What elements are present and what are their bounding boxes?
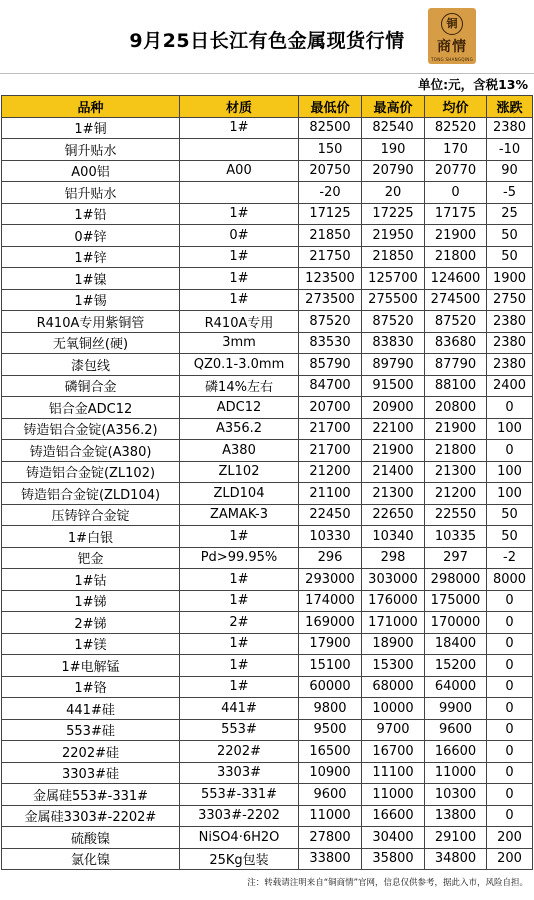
cell-low-price: 27800 bbox=[299, 827, 362, 849]
cell-change: 2400 bbox=[487, 375, 533, 397]
cell-high-price: 21950 bbox=[362, 225, 425, 247]
table-row bbox=[2, 397, 533, 419]
cell-variety: 铜升贴水 bbox=[2, 139, 180, 161]
table-row bbox=[2, 418, 533, 440]
col-header-material: 材质 bbox=[180, 96, 299, 118]
cell-variety: 压铸锌合金锭 bbox=[2, 504, 180, 526]
cell-avg-price: 34800 bbox=[425, 848, 487, 870]
table-row bbox=[2, 612, 533, 634]
cell-material: 1# bbox=[180, 203, 299, 225]
cell-change: 0 bbox=[487, 397, 533, 419]
cell-avg-price: 21800 bbox=[425, 246, 487, 268]
cell-low-price: 9600 bbox=[299, 784, 362, 806]
cell-variety: 铸造铝合金锭(A380) bbox=[2, 440, 180, 462]
cell-avg-price: 29100 bbox=[425, 827, 487, 849]
cell-avg-price: 21200 bbox=[425, 483, 487, 505]
cell-high-price: 11000 bbox=[362, 784, 425, 806]
cell-avg-price: 10300 bbox=[425, 784, 487, 806]
table-row bbox=[2, 483, 533, 505]
cell-high-price: 9700 bbox=[362, 719, 425, 741]
table-header-row bbox=[2, 96, 533, 118]
cell-avg-price: 87520 bbox=[425, 311, 487, 333]
cell-avg-price: 16600 bbox=[425, 741, 487, 763]
cell-high-price: 10340 bbox=[362, 526, 425, 548]
cell-high-price: 190 bbox=[362, 139, 425, 161]
cell-low-price: 21200 bbox=[299, 461, 362, 483]
cell-change: 2380 bbox=[487, 332, 533, 354]
cell-avg-price: 20800 bbox=[425, 397, 487, 419]
cell-change: 0 bbox=[487, 590, 533, 612]
cell-high-price: 10000 bbox=[362, 698, 425, 720]
table-row bbox=[2, 526, 533, 548]
cell-change: 200 bbox=[487, 848, 533, 870]
cell-material: 1# bbox=[180, 655, 299, 677]
cell-high-price: 298 bbox=[362, 547, 425, 569]
cell-low-price: 169000 bbox=[299, 612, 362, 634]
cell-high-price: 35800 bbox=[362, 848, 425, 870]
cell-high-price: 275500 bbox=[362, 289, 425, 311]
cell-low-price: 293000 bbox=[299, 569, 362, 591]
cell-change: 0 bbox=[487, 719, 533, 741]
cell-avg-price: 87790 bbox=[425, 354, 487, 376]
table-row bbox=[2, 246, 533, 268]
cell-change: 2380 bbox=[487, 311, 533, 333]
cell-change: 0 bbox=[487, 741, 533, 763]
cell-variety: 氯化镍 bbox=[2, 848, 180, 870]
cell-material: 2202# bbox=[180, 741, 299, 763]
cell-variety: 1#铬 bbox=[2, 676, 180, 698]
cell-material: ZL102 bbox=[180, 461, 299, 483]
table-row bbox=[2, 354, 533, 376]
cell-change: 0 bbox=[487, 655, 533, 677]
cell-material: 1# bbox=[180, 268, 299, 290]
cell-change: 0 bbox=[487, 612, 533, 634]
table-row bbox=[2, 762, 533, 784]
cell-variety: 1#铜 bbox=[2, 117, 180, 139]
cell-change: 0 bbox=[487, 440, 533, 462]
cell-change: 50 bbox=[487, 526, 533, 548]
cell-low-price: 17900 bbox=[299, 633, 362, 655]
table-row bbox=[2, 633, 533, 655]
cell-avg-price: 83680 bbox=[425, 332, 487, 354]
cell-change: 100 bbox=[487, 483, 533, 505]
cell-low-price: 21700 bbox=[299, 418, 362, 440]
cell-change: 50 bbox=[487, 246, 533, 268]
table-row bbox=[2, 741, 533, 763]
cell-avg-price: 21900 bbox=[425, 418, 487, 440]
cell-change: 0 bbox=[487, 698, 533, 720]
cell-high-price: 82540 bbox=[362, 117, 425, 139]
table-row bbox=[2, 289, 533, 311]
cell-low-price: -20 bbox=[299, 182, 362, 204]
cell-avg-price: 22550 bbox=[425, 504, 487, 526]
cell-high-price: 22100 bbox=[362, 418, 425, 440]
cell-variety: 441#硅 bbox=[2, 698, 180, 720]
cell-change: 2380 bbox=[487, 354, 533, 376]
cell-low-price: 20700 bbox=[299, 397, 362, 419]
cell-variety: 铸造铝合金锭(ZLD104) bbox=[2, 483, 180, 505]
cell-high-price: 83830 bbox=[362, 332, 425, 354]
table-row bbox=[2, 268, 533, 290]
cell-material: 1# bbox=[180, 590, 299, 612]
cell-low-price: 21700 bbox=[299, 440, 362, 462]
cell-change: 200 bbox=[487, 827, 533, 849]
table-row bbox=[2, 784, 533, 806]
cell-variety: 铝合金ADC12 bbox=[2, 397, 180, 419]
table-row bbox=[2, 827, 533, 849]
cell-avg-price: 175000 bbox=[425, 590, 487, 612]
page-header bbox=[0, 0, 534, 74]
cell-change: -2 bbox=[487, 547, 533, 569]
table-row bbox=[2, 160, 533, 182]
table-row bbox=[2, 504, 533, 526]
cell-change: 2750 bbox=[487, 289, 533, 311]
cell-low-price: 60000 bbox=[299, 676, 362, 698]
cell-material: 441# bbox=[180, 698, 299, 720]
cell-avg-price: 9900 bbox=[425, 698, 487, 720]
table-row bbox=[2, 719, 533, 741]
cell-high-price: 87520 bbox=[362, 311, 425, 333]
cell-high-price: 20 bbox=[362, 182, 425, 204]
cell-low-price: 296 bbox=[299, 547, 362, 569]
cell-variety: 1#电解锰 bbox=[2, 655, 180, 677]
cell-avg-price: 274500 bbox=[425, 289, 487, 311]
cell-low-price: 87520 bbox=[299, 311, 362, 333]
cell-avg-price: 21900 bbox=[425, 225, 487, 247]
cell-low-price: 33800 bbox=[299, 848, 362, 870]
cell-avg-price: 9600 bbox=[425, 719, 487, 741]
cell-material: 553# bbox=[180, 719, 299, 741]
cell-material: 磷14%左右 bbox=[180, 375, 299, 397]
cell-high-price: 303000 bbox=[362, 569, 425, 591]
cell-change: 50 bbox=[487, 225, 533, 247]
cell-variety: 无氧铜丝(硬) bbox=[2, 332, 180, 354]
cell-low-price: 10330 bbox=[299, 526, 362, 548]
cell-material: 0# bbox=[180, 225, 299, 247]
cell-variety: 金属硅3303#-2202# bbox=[2, 805, 180, 827]
logo-wordmark: 商情 bbox=[437, 39, 467, 55]
cell-material: NiSO4·6H2O bbox=[180, 827, 299, 849]
unit-note: 单位:元，含税13% bbox=[418, 77, 528, 92]
cell-material: A00 bbox=[180, 160, 299, 182]
cell-variety: 2#锑 bbox=[2, 612, 180, 634]
cell-avg-price: 17175 bbox=[425, 203, 487, 225]
cell-variety: R410A专用紫铜管 bbox=[2, 311, 180, 333]
cell-high-price: 16700 bbox=[362, 741, 425, 763]
cell-low-price: 21850 bbox=[299, 225, 362, 247]
cell-avg-price: 82520 bbox=[425, 117, 487, 139]
table-row bbox=[2, 440, 533, 462]
cell-high-price: 20900 bbox=[362, 397, 425, 419]
table-row bbox=[2, 547, 533, 569]
cell-change: 0 bbox=[487, 762, 533, 784]
cell-variety: 1#锌 bbox=[2, 246, 180, 268]
cell-low-price: 9500 bbox=[299, 719, 362, 741]
cell-variety: 磷铜合金 bbox=[2, 375, 180, 397]
cell-avg-price: 10335 bbox=[425, 526, 487, 548]
table-body bbox=[2, 117, 533, 870]
cell-avg-price: 11000 bbox=[425, 762, 487, 784]
cell-low-price: 21750 bbox=[299, 246, 362, 268]
cell-material: 25Kg包装 bbox=[180, 848, 299, 870]
cell-high-price: 21400 bbox=[362, 461, 425, 483]
cell-change: 1900 bbox=[487, 268, 533, 290]
cell-avg-price: 18400 bbox=[425, 633, 487, 655]
cell-avg-price: 298000 bbox=[425, 569, 487, 591]
cell-variety: 1#锑 bbox=[2, 590, 180, 612]
table-row bbox=[2, 590, 533, 612]
cell-low-price: 123500 bbox=[299, 268, 362, 290]
cell-change: -10 bbox=[487, 139, 533, 161]
cell-material: 1# bbox=[180, 569, 299, 591]
cell-variety: 2202#硅 bbox=[2, 741, 180, 763]
cell-high-price: 16600 bbox=[362, 805, 425, 827]
cell-low-price: 17125 bbox=[299, 203, 362, 225]
cell-material: 1# bbox=[180, 246, 299, 268]
cell-change: -5 bbox=[487, 182, 533, 204]
cell-variety: 3303#硅 bbox=[2, 762, 180, 784]
cell-variety: 金属硅553#-331# bbox=[2, 784, 180, 806]
col-header-change: 涨跌 bbox=[487, 96, 533, 118]
table-row bbox=[2, 375, 533, 397]
table-row bbox=[2, 698, 533, 720]
table-row bbox=[2, 203, 533, 225]
table-row bbox=[2, 225, 533, 247]
cell-low-price: 16500 bbox=[299, 741, 362, 763]
table-row bbox=[2, 848, 533, 870]
col-header-avg-price: 均价 bbox=[425, 96, 487, 118]
cell-high-price: 91500 bbox=[362, 375, 425, 397]
cell-material: 1# bbox=[180, 676, 299, 698]
cell-material: 3303# bbox=[180, 762, 299, 784]
cell-change: 0 bbox=[487, 676, 533, 698]
cell-low-price: 174000 bbox=[299, 590, 362, 612]
cell-avg-price: 0 bbox=[425, 182, 487, 204]
cell-avg-price: 170000 bbox=[425, 612, 487, 634]
cell-variety: 硫酸镍 bbox=[2, 827, 180, 849]
cell-variety: 1#钴 bbox=[2, 569, 180, 591]
table-row bbox=[2, 117, 533, 139]
cell-material: ADC12 bbox=[180, 397, 299, 419]
cell-high-price: 20790 bbox=[362, 160, 425, 182]
table-row bbox=[2, 182, 533, 204]
logo-subtext: TONG SHANGQING bbox=[431, 57, 473, 62]
col-header-high-price: 最高价 bbox=[362, 96, 425, 118]
cell-high-price: 68000 bbox=[362, 676, 425, 698]
cell-avg-price: 64000 bbox=[425, 676, 487, 698]
cell-change: 50 bbox=[487, 504, 533, 526]
cell-material: 1# bbox=[180, 633, 299, 655]
cell-variety: 铸造铝合金锭(A356.2) bbox=[2, 418, 180, 440]
cell-material: A380 bbox=[180, 440, 299, 462]
page-title: 9月25日长江有色金属现货行情 bbox=[129, 30, 405, 52]
cell-low-price: 82500 bbox=[299, 117, 362, 139]
cell-avg-price: 21800 bbox=[425, 440, 487, 462]
cell-high-price: 17225 bbox=[362, 203, 425, 225]
cell-high-price: 171000 bbox=[362, 612, 425, 634]
cell-low-price: 85790 bbox=[299, 354, 362, 376]
cell-variety: 0#锌 bbox=[2, 225, 180, 247]
col-header-low-price: 最低价 bbox=[299, 96, 362, 118]
cell-change: 2380 bbox=[487, 117, 533, 139]
cell-material: 3303#-2202 bbox=[180, 805, 299, 827]
cell-low-price: 150 bbox=[299, 139, 362, 161]
cell-variety: A00铝 bbox=[2, 160, 180, 182]
cell-material: 1# bbox=[180, 289, 299, 311]
cell-low-price: 10900 bbox=[299, 762, 362, 784]
cell-variety: 1#镍 bbox=[2, 268, 180, 290]
cell-variety: 铝升贴水 bbox=[2, 182, 180, 204]
table-row bbox=[2, 139, 533, 161]
cell-low-price: 22450 bbox=[299, 504, 362, 526]
price-table bbox=[1, 95, 533, 870]
cell-material: 1# bbox=[180, 117, 299, 139]
cell-material: QZ0.1-3.0mm bbox=[180, 354, 299, 376]
table-row bbox=[2, 332, 533, 354]
cell-high-price: 15300 bbox=[362, 655, 425, 677]
cell-avg-price: 124600 bbox=[425, 268, 487, 290]
table-row bbox=[2, 461, 533, 483]
cell-variety: 553#硅 bbox=[2, 719, 180, 741]
cell-avg-price: 297 bbox=[425, 547, 487, 569]
cell-material: R410A专用 bbox=[180, 311, 299, 333]
col-header-variety: 品种 bbox=[2, 96, 180, 118]
cell-change: 90 bbox=[487, 160, 533, 182]
table-row bbox=[2, 676, 533, 698]
cell-avg-price: 15200 bbox=[425, 655, 487, 677]
cell-variety: 钯金 bbox=[2, 547, 180, 569]
cell-change: 100 bbox=[487, 418, 533, 440]
cell-high-price: 21850 bbox=[362, 246, 425, 268]
cell-low-price: 11000 bbox=[299, 805, 362, 827]
footer-note: 注：转载请注明来自“铜商情”官网，信息仅供参考，据此入市，风险自担。 bbox=[247, 878, 528, 888]
cell-avg-price: 20770 bbox=[425, 160, 487, 182]
cell-low-price: 273500 bbox=[299, 289, 362, 311]
cell-material: 3mm bbox=[180, 332, 299, 354]
cell-material: Pd>99.95% bbox=[180, 547, 299, 569]
cell-change: 8000 bbox=[487, 569, 533, 591]
cell-low-price: 84700 bbox=[299, 375, 362, 397]
cell-avg-price: 170 bbox=[425, 139, 487, 161]
cell-variety: 铸造铝合金锭(ZL102) bbox=[2, 461, 180, 483]
cell-high-price: 125700 bbox=[362, 268, 425, 290]
table-row bbox=[2, 805, 533, 827]
table-row bbox=[2, 655, 533, 677]
cell-material: 1# bbox=[180, 526, 299, 548]
cell-low-price: 9800 bbox=[299, 698, 362, 720]
cell-change: 100 bbox=[487, 461, 533, 483]
cell-material: 553#-331# bbox=[180, 784, 299, 806]
table-row bbox=[2, 311, 533, 333]
cell-material: ZLD104 bbox=[180, 483, 299, 505]
cell-change: 0 bbox=[487, 633, 533, 655]
cell-low-price: 20750 bbox=[299, 160, 362, 182]
cell-low-price: 21100 bbox=[299, 483, 362, 505]
brand-logo bbox=[428, 8, 476, 64]
cell-high-price: 18900 bbox=[362, 633, 425, 655]
cell-high-price: 22650 bbox=[362, 504, 425, 526]
cell-variety: 1#镁 bbox=[2, 633, 180, 655]
cell-change: 25 bbox=[487, 203, 533, 225]
logo-emblem: 铜 bbox=[441, 13, 463, 35]
cell-low-price: 15100 bbox=[299, 655, 362, 677]
cell-variety: 漆包线 bbox=[2, 354, 180, 376]
cell-high-price: 30400 bbox=[362, 827, 425, 849]
cell-material: A356.2 bbox=[180, 418, 299, 440]
cell-variety: 1#锡 bbox=[2, 289, 180, 311]
cell-high-price: 89790 bbox=[362, 354, 425, 376]
cell-material: 2# bbox=[180, 612, 299, 634]
cell-material bbox=[180, 139, 299, 161]
table-row bbox=[2, 569, 533, 591]
cell-high-price: 21300 bbox=[362, 483, 425, 505]
cell-material bbox=[180, 182, 299, 204]
cell-avg-price: 13800 bbox=[425, 805, 487, 827]
cell-change: 0 bbox=[487, 784, 533, 806]
cell-high-price: 21900 bbox=[362, 440, 425, 462]
cell-material: ZAMAK-3 bbox=[180, 504, 299, 526]
cell-high-price: 11100 bbox=[362, 762, 425, 784]
cell-variety: 1#白银 bbox=[2, 526, 180, 548]
cell-low-price: 83530 bbox=[299, 332, 362, 354]
cell-high-price: 176000 bbox=[362, 590, 425, 612]
cell-avg-price: 88100 bbox=[425, 375, 487, 397]
cell-variety: 1#铅 bbox=[2, 203, 180, 225]
cell-avg-price: 21300 bbox=[425, 461, 487, 483]
cell-change: 0 bbox=[487, 805, 533, 827]
